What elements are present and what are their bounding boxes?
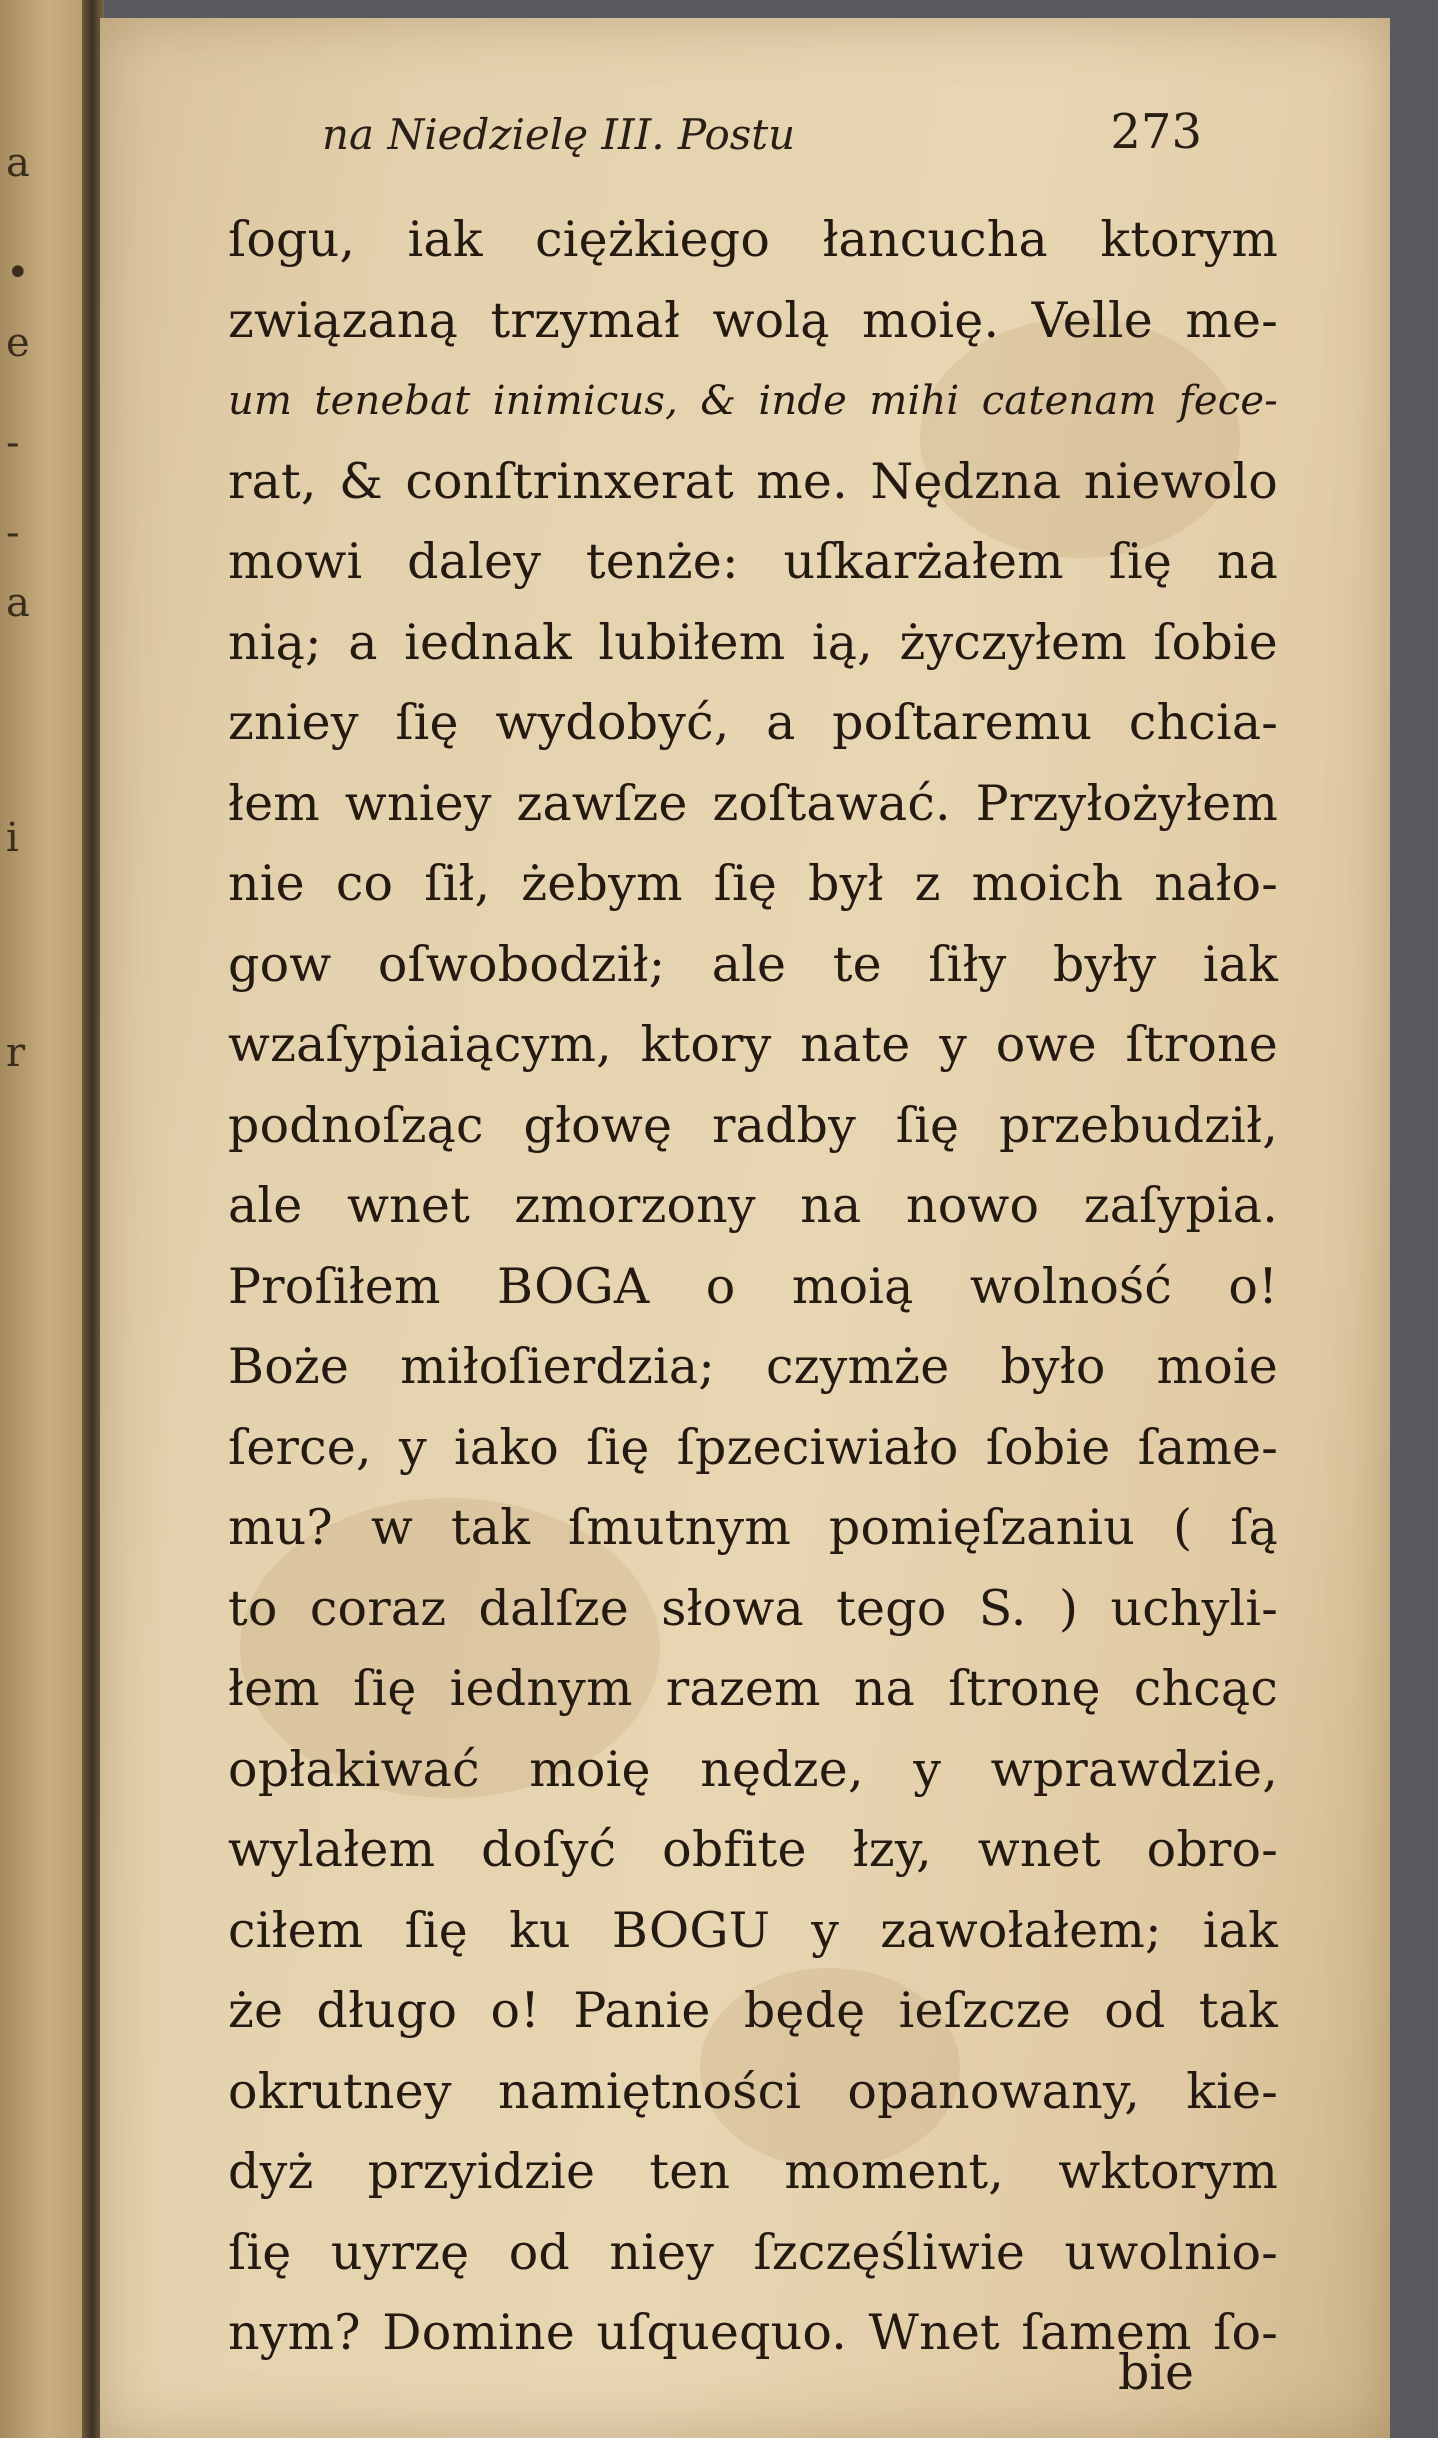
text-line: dyż przyidzie ten moment, wktorym bbox=[228, 2143, 1278, 2200]
text-line: okrutney namiętności opanowany, kie- bbox=[228, 2062, 1278, 2120]
edge-glyph: a bbox=[6, 140, 30, 186]
page-number: 273 bbox=[1110, 104, 1202, 160]
edge-glyph: r bbox=[6, 1030, 26, 1076]
text-line: rat, & conſtrinxerat me. Nędzna niewolo bbox=[228, 452, 1278, 510]
text-line: związaną trzymał wolą moię. Velle me- bbox=[228, 291, 1278, 349]
text-line: że długo o! Panie będę ieſzcze od tak bbox=[228, 1982, 1278, 2039]
text-line: Boże miłoſierdzia; czymże było moie bbox=[228, 1338, 1278, 1395]
text-line: ſogu, iak ciężkiego łancucha ktorym bbox=[228, 211, 1278, 268]
page-header bbox=[222, 100, 1202, 180]
text-line: to coraz dalſze słowa tego S. ) uchyli- bbox=[228, 1579, 1278, 1637]
edge-glyph: e bbox=[6, 320, 30, 366]
edge-glyph: a bbox=[6, 580, 30, 626]
text-line: nią; a iednak lubiłem ią, życzyłem ſobie bbox=[228, 613, 1278, 671]
text-line: ſerce, y iako ſię ſpzeciwiało ſobie ſame- bbox=[228, 1418, 1278, 1476]
text-line: mu? w tak ſmutnym pomięſzaniu ( ſą bbox=[228, 1499, 1278, 1556]
body-text bbox=[228, 200, 1278, 2374]
text-line: ciłem ſię ku BOGU y zawołałem; iak bbox=[228, 1901, 1278, 1959]
text-line: łem wniey zawſze zoſtawać. Przyłożyłem bbox=[228, 774, 1278, 832]
text-line: opłakiwać moię nędze, y wprawdzie, bbox=[228, 1740, 1278, 1798]
text-line: nie co ſił, żebym ſię był z moich nało- bbox=[228, 855, 1278, 912]
text-line: nym? Domine uſquequo. Wnet ſamem ſo- bbox=[228, 2304, 1278, 2361]
previous-page-edge bbox=[0, 0, 90, 2438]
text-line: wzaſypiaiącym, ktory nate y owe ſtrone bbox=[228, 1016, 1278, 1073]
text-line: zniey ſię wydobyć, a poſtaremu chcia- bbox=[228, 694, 1278, 751]
edge-glyph: - bbox=[6, 420, 20, 466]
catchword: bie bbox=[1118, 2344, 1195, 2401]
text-line: ſię uyrzę od niey ſzczęśliwie uwolnio- bbox=[228, 2223, 1278, 2281]
text-line: podnoſząc głowę radby ſię przebudził, bbox=[228, 1096, 1278, 1154]
edge-glyph: • bbox=[6, 250, 30, 296]
text-line: um tenebat inimicus, & inde mihi catenam fece- bbox=[228, 378, 1278, 424]
text-line: mowi daley tenże: uſkarżałem ſię na bbox=[228, 533, 1278, 590]
text-line: wylałem doſyć obfite łzy, wnet obro- bbox=[228, 1821, 1278, 1878]
edge-glyph: - bbox=[6, 510, 20, 556]
text-line: Proſiłem BOGA o moią wolność o! bbox=[228, 1257, 1278, 1315]
text-line: gow oſwobodził; ale te ſiły były iak bbox=[228, 935, 1278, 993]
edge-glyph: i bbox=[6, 815, 19, 861]
text-line: ale wnet zmorzony na nowo zaſypia. bbox=[228, 1177, 1278, 1234]
running-title: na Niedzielę III. Postu bbox=[322, 110, 796, 159]
text-line: łem ſię iednym razem na ſtronę chcąc bbox=[228, 1660, 1278, 1717]
